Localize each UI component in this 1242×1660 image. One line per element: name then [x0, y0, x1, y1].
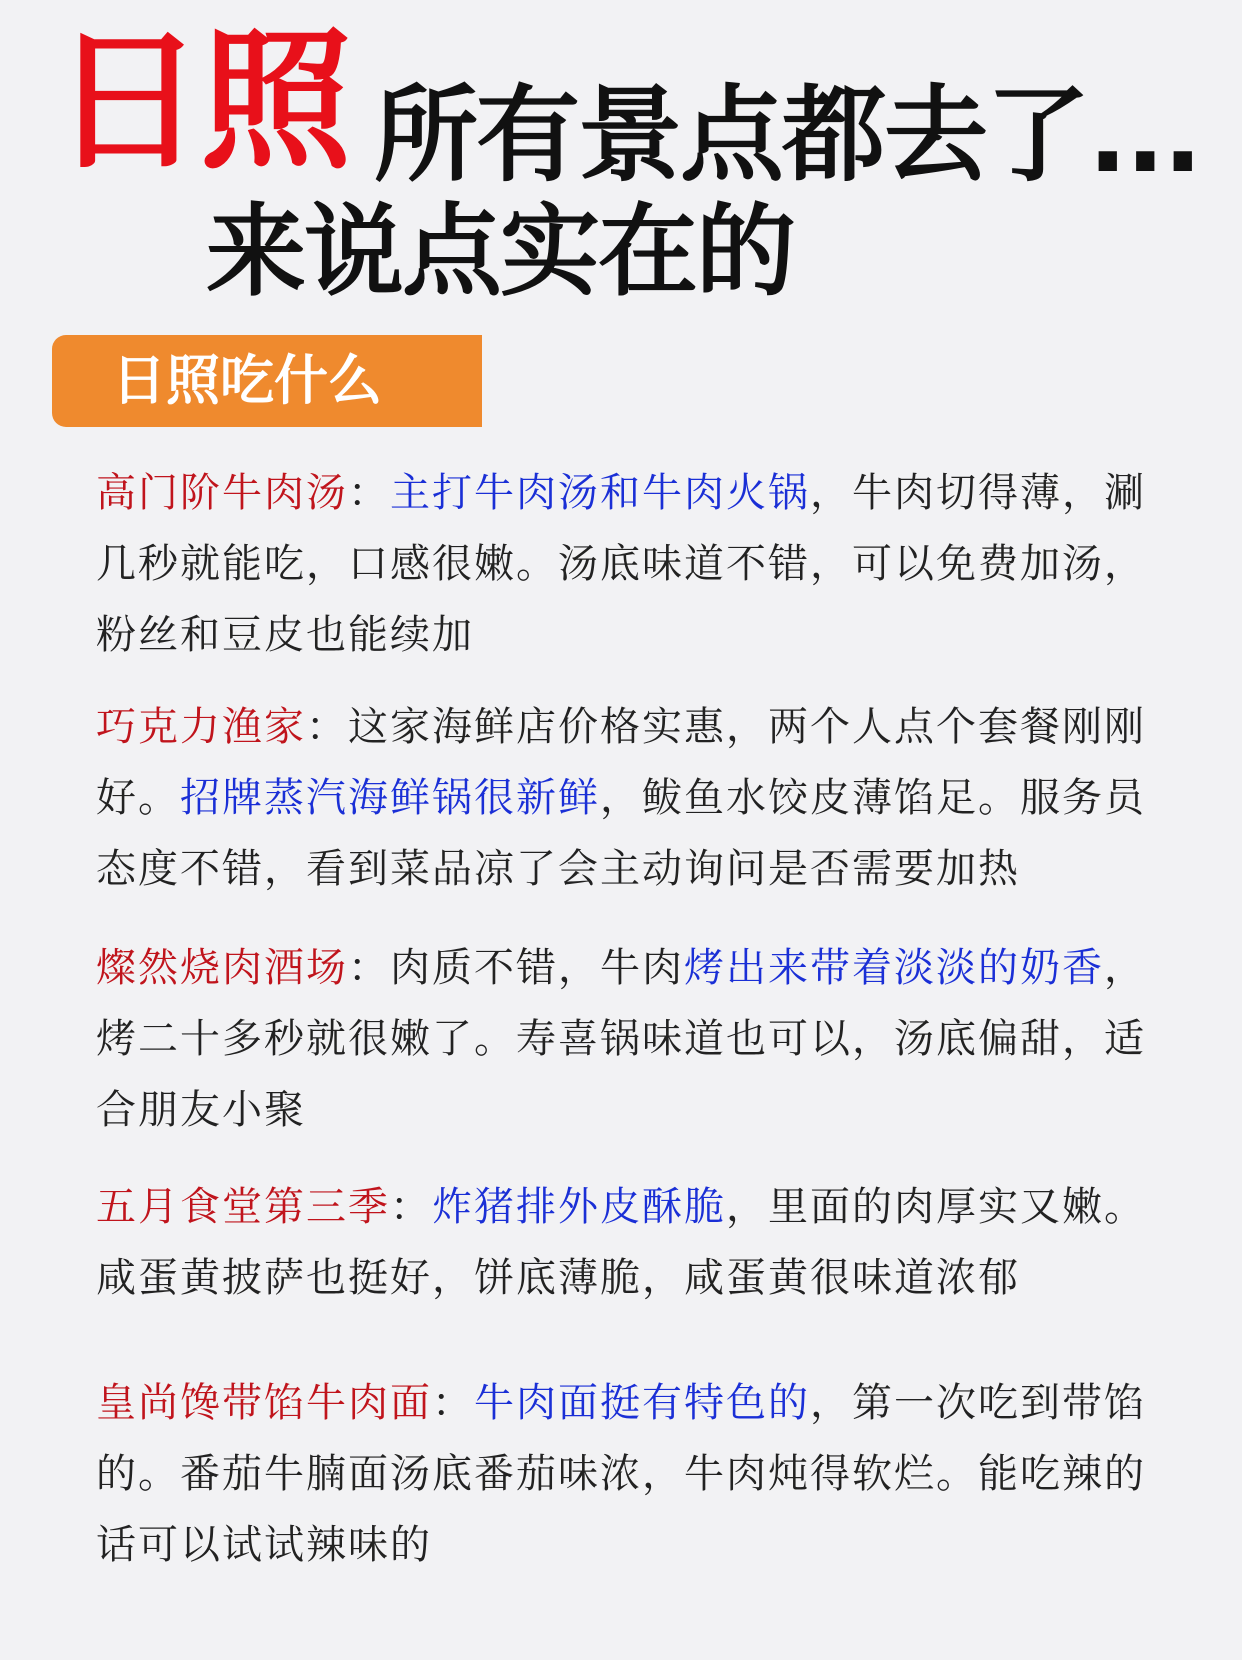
- entry-name: 燦然烧肉酒场: [96, 945, 348, 991]
- entry-colon: ：: [306, 704, 348, 750]
- entry-1: [96, 458, 1156, 671]
- entry-colon: ：: [348, 945, 390, 991]
- entry-colon: ：: [390, 1184, 432, 1230]
- entry-text: ，鲅鱼水饺皮薄馅足。服务员态度不错，看到菜品凉了会主动询问是否需要加热: [96, 775, 1146, 892]
- entry-5: [96, 1368, 1156, 1581]
- entry-4: [96, 1172, 1156, 1314]
- title-line-2: 来说点实在的: [206, 193, 794, 310]
- section-label: 日照吃什么: [112, 349, 382, 412]
- title-block: [52, 13, 1232, 196]
- entry-text: ，里面的肉厚实又嫩。咸蛋黄披萨也挺好，饼底薄脆，咸蛋黄很味道浓郁: [96, 1184, 1146, 1301]
- section-tab: [52, 335, 482, 427]
- entry-highlight: 招牌蒸汽海鲜锅很新鲜: [180, 775, 600, 821]
- entry-3: [96, 933, 1156, 1146]
- entry-highlight: 牛肉面挺有特色的: [474, 1380, 810, 1426]
- entry-text-pre: 肉质不错，牛肉: [390, 945, 684, 991]
- entry-text-pre: 这家海鲜店价格实惠，两个人点个套餐刚刚好。: [96, 704, 1146, 821]
- entry-text: ，牛肉切得薄，涮几秒就能吃，口感很嫩。汤底味道不错，可以免费加汤，粉丝和豆皮也能续加: [96, 470, 1146, 658]
- entry-highlight: 主打牛肉汤和牛肉火锅: [390, 470, 810, 516]
- entry-name: 五月食堂第三季: [96, 1184, 390, 1230]
- entry-highlight: 炸猪排外皮酥脆: [432, 1184, 726, 1230]
- entry-highlight: 烤出来带着淡淡的奶香: [684, 945, 1104, 991]
- entry-2: [96, 692, 1156, 905]
- entry-colon: ：: [432, 1380, 474, 1426]
- entry-name: 皇尚馋带馅牛肉面: [96, 1380, 432, 1426]
- entry-name: 巧克力渔家: [96, 704, 306, 750]
- entry-colon: ：: [348, 470, 390, 516]
- entry-text: ，第一次吃到带馅的。番茄牛腩面汤底番茄味浓，牛肉炖得软烂。能吃辣的话可以试试辣味的: [96, 1380, 1146, 1568]
- entry-name: 高门阶牛肉汤: [96, 470, 348, 516]
- title-line-1: 所有景点都去了...: [374, 74, 1201, 196]
- entry-text: ，烤二十多秒就很嫩了。寿喜锅味道也可以，汤底偏甜，适合朋友小聚: [96, 945, 1146, 1133]
- title-city: 日照: [52, 13, 348, 190]
